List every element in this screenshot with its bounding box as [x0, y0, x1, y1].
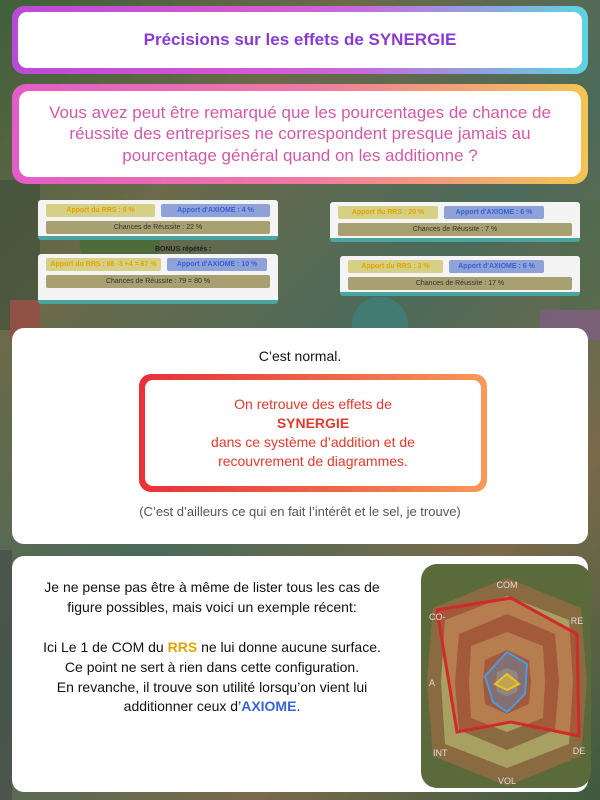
axis-a: A	[429, 678, 436, 688]
axis-com: COM	[496, 580, 518, 590]
page-title: Précisions sur les effets de SYNERGIE	[143, 30, 457, 49]
synergy-line-1: On retrouve des effets de	[234, 396, 392, 413]
detail-part-3: En revanche, il trouve son utilité lorsqu’on vient lui additionner ceux d’	[56, 678, 368, 715]
synergy-word: SYNERGIE	[276, 415, 350, 432]
footnote: (C’est d’ailleurs ce qui en fait l’intérêt et le sel, je trouve)	[139, 504, 461, 519]
synergy-line-4: recouvrement de diagrammes.	[218, 452, 408, 469]
axis-vol: VOL	[497, 776, 517, 786]
axis-co: CO-	[429, 612, 446, 622]
axis-re: RE	[570, 616, 584, 626]
rrs-contribution: Apport du RRS : 66 -3 +4 = 67 %	[46, 258, 161, 271]
success-chance: Chances de Réussite : 22 %	[46, 221, 270, 234]
success-chance: Chances de Réussite : 7 %	[338, 223, 572, 236]
detail-part-1: Ici Le 1 de COM du	[43, 638, 168, 655]
rrs-contribution: Apport du RRS : 9 %	[46, 204, 155, 217]
axis-int: INT	[433, 748, 448, 758]
success-panels	[30, 196, 590, 308]
example-card	[12, 556, 588, 792]
axiome-name: AXIOME	[241, 698, 297, 715]
example-detail	[42, 638, 382, 718]
question-banner	[12, 84, 588, 184]
synergy-callout	[139, 374, 487, 492]
explanation-card	[12, 328, 588, 544]
question-text: Vous avez peut être remarqué que les pourcentages de chance de réussite des entreprises ne correspondent presque jamais au pourcentage général quand on les additionne ?	[49, 103, 551, 165]
detail-part-2: ne lui donne aucune surface. Ce point ne sert à rien dans cette configuration.	[64, 638, 381, 675]
success-chance: Chances de Réussite : 17 %	[348, 277, 572, 290]
success-chance: Chances de Réussite : 79 = 80 %	[46, 275, 270, 288]
axiome-contribution: Apport d'AXIOME : 10 %	[167, 258, 267, 271]
rrs-name: RRS	[167, 638, 198, 655]
normal-heading: C’est normal.	[258, 348, 342, 364]
axiome-contribution: Apport d'AXIOME : 4 %	[161, 204, 270, 217]
axis-de: DE	[572, 746, 586, 756]
panel-2	[330, 202, 580, 242]
radar-diagram	[421, 564, 591, 788]
title-banner	[12, 6, 588, 74]
panel-3	[38, 254, 278, 304]
axiome-contribution: Apport d'AXIOME : 6 %	[449, 260, 544, 273]
panel-4	[340, 256, 580, 296]
example-intro: Je ne pense pas être à même de lister tous les cas de figure possibles, mais voici un exemple récent:	[44, 579, 380, 615]
detail-part-4: .	[296, 698, 301, 715]
rrs-contribution: Apport du RRS : 20 %	[338, 206, 438, 219]
rrs-contribution: Apport du RRS : 3 %	[348, 260, 443, 273]
bonus-label: BONUS répétés :	[155, 246, 212, 253]
axiome-contribution: Apport d'AXIOME : 6 %	[444, 206, 544, 219]
synergy-line-3: dans ce système d’addition et de	[211, 434, 415, 450]
panel-1	[38, 200, 278, 240]
example-text	[42, 578, 382, 717]
